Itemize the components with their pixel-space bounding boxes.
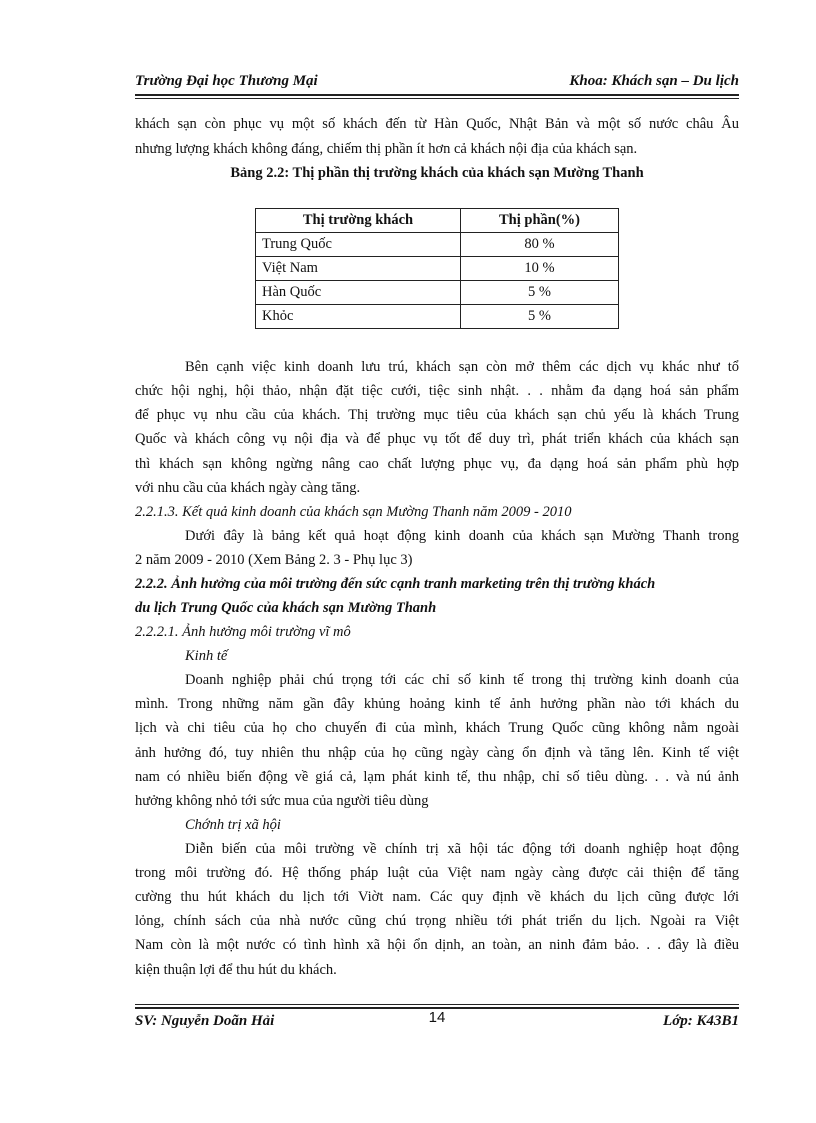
table-row bbox=[256, 257, 619, 281]
paragraph-line: lịch và chi tiêu của họ cho chuyến đi của mình, khách Trung Quốc cũng không nằm ngoài bbox=[135, 720, 739, 736]
subheading-economy: Kinh tế bbox=[185, 648, 228, 664]
table-caption: Bảng 2.2: Thị phần thị trường khách của khách sạn Mường Thanh bbox=[230, 165, 644, 181]
share-cell: 80 % bbox=[461, 233, 619, 257]
share-cell: 5 % bbox=[461, 305, 619, 329]
column-header: Thị trường khách bbox=[256, 209, 461, 233]
paragraph-line: trong môi trường đó. Hệ thống pháp luật của Việt nam ngày càng được cải thiện để tăng bbox=[135, 865, 739, 881]
footer-rule-thin bbox=[135, 1004, 739, 1005]
page-number: 14 bbox=[428, 1009, 446, 1026]
section-heading-222: 2.2.2. Ảnh hưởng của môi trường đến sức cạnh tranh marketing trên thị trường khách bbox=[135, 576, 656, 592]
header-rule-thin bbox=[135, 98, 739, 99]
table-row bbox=[256, 233, 619, 257]
paragraph-line: Dưới đây là bảng kết quả hoạt động kinh doanh của khách sạn Mường Thanh trong bbox=[185, 528, 739, 544]
section-heading-2213: 2.2.1.3. Kết quả kinh doanh của khách sạn Mường Thanh năm 2009 - 2010 bbox=[135, 504, 572, 520]
share-cell: 10 % bbox=[461, 257, 619, 281]
paragraph-line: Diễn biến của môi trường về chính trị xã hội tác động tới doanh nghiệp hoạt động bbox=[185, 841, 739, 857]
market-cell: Hàn Quốc bbox=[256, 281, 461, 305]
market-cell: Việt Nam bbox=[256, 257, 461, 281]
paragraph-line: Bên cạnh việc kinh doanh lưu trú, khách sạn còn mở thêm các dịch vụ khác như tổ bbox=[185, 359, 739, 375]
paragraph-line: để phục vụ nhu cầu của khách. Thị trường mục tiêu của khách sạn chủ yếu là khách Trung bbox=[135, 407, 739, 423]
page-footer bbox=[135, 1011, 739, 1033]
market-cell: Khỏc bbox=[256, 305, 461, 329]
market-share-table bbox=[255, 208, 619, 329]
paragraph-line: với nhu cầu của khách ngày càng tăng. bbox=[135, 480, 361, 496]
paragraph-line: Quốc và khách công vụ nội địa và để phục vụ tốt để duy trì, phát triển khách của khách sạn bbox=[135, 431, 739, 447]
share-cell: 5 % bbox=[461, 281, 619, 305]
footer-class: Lớp: K43B1 bbox=[663, 1013, 739, 1029]
paragraph-line: Doanh nghiệp phải chú trọng tới các chỉ số kinh tế trong thị trường kinh doanh của bbox=[185, 672, 739, 688]
header-rule bbox=[135, 94, 739, 96]
market-cell: Trung Quốc bbox=[256, 233, 461, 257]
paragraph-line: nam có nhiều biến động về giá cả, lạm phát kinh tế, thu nhập, chỉ số tiêu dùng. . . và nú ảnh bbox=[135, 769, 739, 785]
section-heading-2221: 2.2.2.1. Ảnh hưởng môi trường vĩ mô bbox=[135, 624, 351, 640]
table-row bbox=[256, 281, 619, 305]
paragraph-line: thì khách sạn không ngừng nâng cao chất lượng phục vụ, đa dạng hoá sản phẩm phù hợp bbox=[135, 456, 739, 472]
paragraph-line: chức hội nghị, hội thảo, nhận đặt tiệc cưới, tiệc sinh nhật. . . nhằm đa dạng hoá sản phẩm bbox=[135, 383, 739, 399]
subheading-politics: Chớnh trị xã hội bbox=[185, 817, 281, 833]
page-header bbox=[135, 70, 739, 94]
table-header-row bbox=[256, 209, 619, 233]
intro-line: nhưng lượng khách không đáng, chiếm thị phần ít hơn cả khách nội địa của khách sạn. bbox=[135, 141, 638, 157]
paragraph-line: kiện thuận lợi để thu hút du khách. bbox=[135, 962, 337, 978]
intro-line: khách sạn còn phục vụ một số khách đến từ Hàn Quốc, Nhật Bản và một số nước châu Âu bbox=[135, 116, 739, 132]
paragraph-line: cường thu hút khách du lịch tới Viờt nam. Các quy định về khách du lịch cũng được lới bbox=[135, 889, 739, 905]
paragraph-line: ảnh hưởng đó, tuy nhiên thu nhập của họ cũng ngày càng ổn định và tăng lên. Kinh tế việt bbox=[135, 745, 739, 761]
paragraph-line: mình. Trong những năm gần đây khủng hoảng kinh tế ảnh hưởng phần nào tới khách du bbox=[135, 696, 739, 712]
paragraph-line: Nam còn là một nước có tình hình xã hội ổn dịnh, an toàn, an ninh đảm bảo. . . đây là điều bbox=[135, 937, 739, 953]
paragraph-line: hưởng không nhỏ tới sức mua của người tiêu dùng bbox=[135, 793, 429, 809]
column-header: Thị phần(%) bbox=[461, 209, 619, 233]
paragraph-line: lỏng, chính sách của nhà nước cũng chú trọng nhiều tới phát triển du lịch. Ngoài ra Việt bbox=[135, 913, 739, 929]
table-row bbox=[256, 305, 619, 329]
header-university: Trường Đại học Thương Mại bbox=[135, 73, 318, 89]
section-heading-222-cont: du lịch Trung Quốc của khách sạn Mường Thanh bbox=[135, 600, 437, 616]
footer-student: SV: Nguyễn Doãn Hải bbox=[135, 1013, 275, 1029]
paragraph-line: 2 năm 2009 - 2010 (Xem Bảng 2. 3 - Phụ lục 3) bbox=[135, 552, 413, 568]
header-faculty: Khoa: Khách sạn – Du lịch bbox=[569, 73, 739, 89]
